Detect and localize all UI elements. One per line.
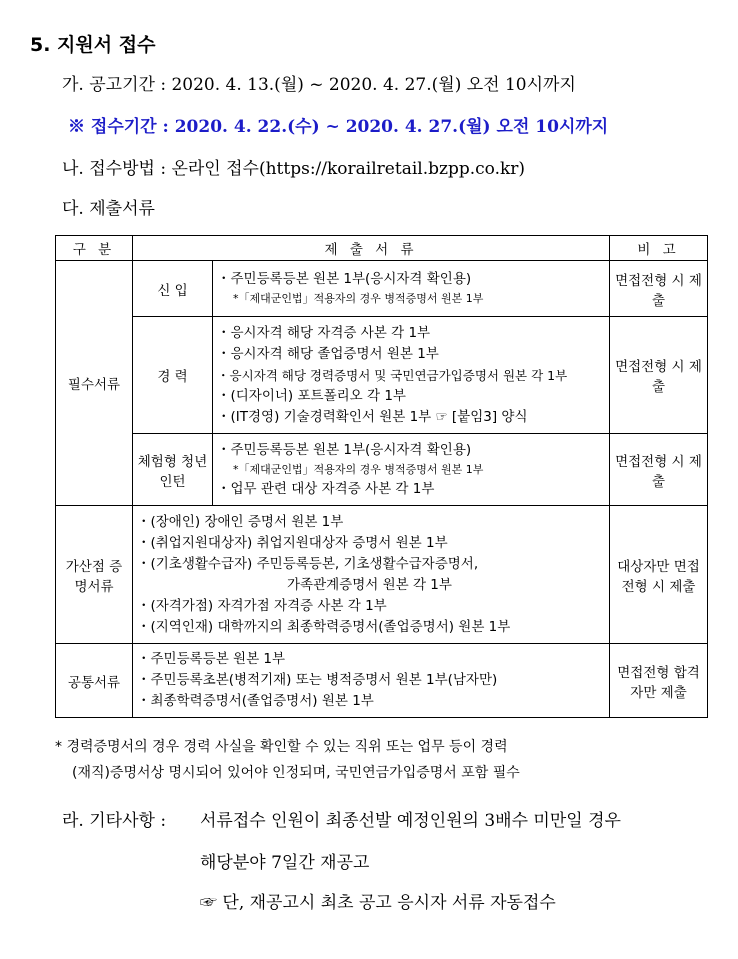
bonus-docs-label: 가산점 증명서류 <box>56 506 133 644</box>
table-row <box>56 644 708 718</box>
application-method: 나. 접수방법 : 온라인 접수(https://korailretail.bzpp.co.kr) <box>62 159 526 179</box>
common-docs <box>133 644 610 718</box>
section-title: 5. 지원서 접수 <box>30 34 156 56</box>
header-category: 구 분 <box>56 236 133 261</box>
header-remarks: 비 고 <box>610 236 708 261</box>
new-hire-label: 신 입 <box>133 261 213 317</box>
career-remark: 면접전형 시 제출 <box>610 317 708 434</box>
list-item: ・주민등록등본 원본 1부 <box>137 651 286 667</box>
intern-label: 체험형 청년인턴 <box>133 434 213 506</box>
list-item: ・(기초생활수급자) 주민등록등본, 기초생활수급자증명서, <box>137 555 479 572</box>
intern-remark: 면접전형 시 제출 <box>610 434 708 506</box>
list-item: ・(자격가점) 자격가점 자격증 사본 각 1부 <box>137 597 387 614</box>
list-item: ・(취업지원대상자) 취업지원대상자 증명서 원본 1부 <box>137 534 448 551</box>
list-item: ・최종학력증명서(졸업증명서) 원본 1부 <box>137 693 374 709</box>
footnote-line-2: (재직)증명서상 명시되어 있어야 인정되며, 국민연금가입증명서 포함 필수 <box>72 765 520 781</box>
other-notes-line-2: 해당분야 7일간 재공고 <box>200 853 370 873</box>
list-item: ・(IT경영) 기술경력확인서 원본 1부 ☞ [붙임3] 양식 <box>217 408 528 425</box>
list-item: ・업무 관련 대상 자격증 사본 각 1부 <box>217 480 435 497</box>
list-note: *「제대군인법」적용자의 경우 병적증명서 원본 1부 <box>233 462 484 476</box>
table-row <box>56 317 708 434</box>
table-row <box>56 261 708 317</box>
list-item: ・(장애인) 장애인 증명서 원본 1부 <box>137 513 344 530</box>
other-notes-line-1: 서류접수 인원이 최종선발 예정인원의 3배수 미만일 경우 <box>200 811 621 831</box>
table-row <box>56 434 708 506</box>
list-item: ・주민등록등본 원본 1부(응시자격 확인용) <box>217 441 472 458</box>
list-item: 가족관계증명서 원본 각 1부 <box>287 576 452 593</box>
required-documents-heading: 다. 제출서류 <box>62 199 155 219</box>
bonus-remark: 대상자만 면접전형 시 제출 <box>610 506 708 644</box>
list-item: ・응시자격 해당 경력증명서 및 국민연금가입증명서 원본 각 1부 <box>217 367 568 383</box>
announcement-period: 가. 공고기간 : 2020. 4. 13.(월) ~ 2020. 4. 27.(월) 오전 10시까지 <box>62 75 576 95</box>
career-docs <box>213 317 610 434</box>
bonus-docs <box>133 506 610 644</box>
list-item: ・(디자이너) 포트폴리오 각 1부 <box>217 387 406 404</box>
receipt-period: ※ 접수기간 : 2020. 4. 22.(수) ~ 2020. 4. 27.(월) 오전 10시까지 <box>68 117 609 137</box>
career-label: 경 력 <box>133 317 213 434</box>
other-notes-line-3: ☞ 단, 재공고시 최초 공고 응시자 서류 자동접수 <box>200 893 556 913</box>
list-item: ・주민등록초본(병적기재) 또는 병적증명서 원본 1부(남자만) <box>137 672 498 688</box>
table-row <box>56 506 708 644</box>
other-notes-label: 라. 기타사항 : <box>62 811 167 831</box>
list-item: ・응시자격 해당 졸업증명서 원본 1부 <box>217 345 439 362</box>
list-item: ・주민등록등본 원본 1부(응시자격 확인용) <box>217 271 472 287</box>
common-docs-label: 공통서류 <box>56 644 133 718</box>
common-remark: 면접전형 합격자만 제출 <box>610 644 708 718</box>
table-header-row <box>56 236 708 261</box>
footnote-line-1: * 경력증명서의 경우 경력 사실을 확인할 수 있는 직위 또는 업무 등이 경력 <box>55 739 508 755</box>
list-note: *「제대군인법」적용자의 경우 병적증명서 원본 1부 <box>233 292 484 305</box>
new-hire-docs <box>213 261 610 317</box>
intern-docs <box>213 434 610 506</box>
list-item: ・응시자격 해당 자격증 사본 각 1부 <box>217 324 431 341</box>
header-documents: 제 출 서 류 <box>133 236 610 261</box>
list-item: ・(지역인재) 대학까지의 최종학력증명서(졸업증명서) 원본 1부 <box>137 618 511 635</box>
documents-table <box>55 235 708 718</box>
required-docs-label: 필수서류 <box>56 261 133 506</box>
new-hire-remark: 면접전형 시 제출 <box>610 261 708 317</box>
